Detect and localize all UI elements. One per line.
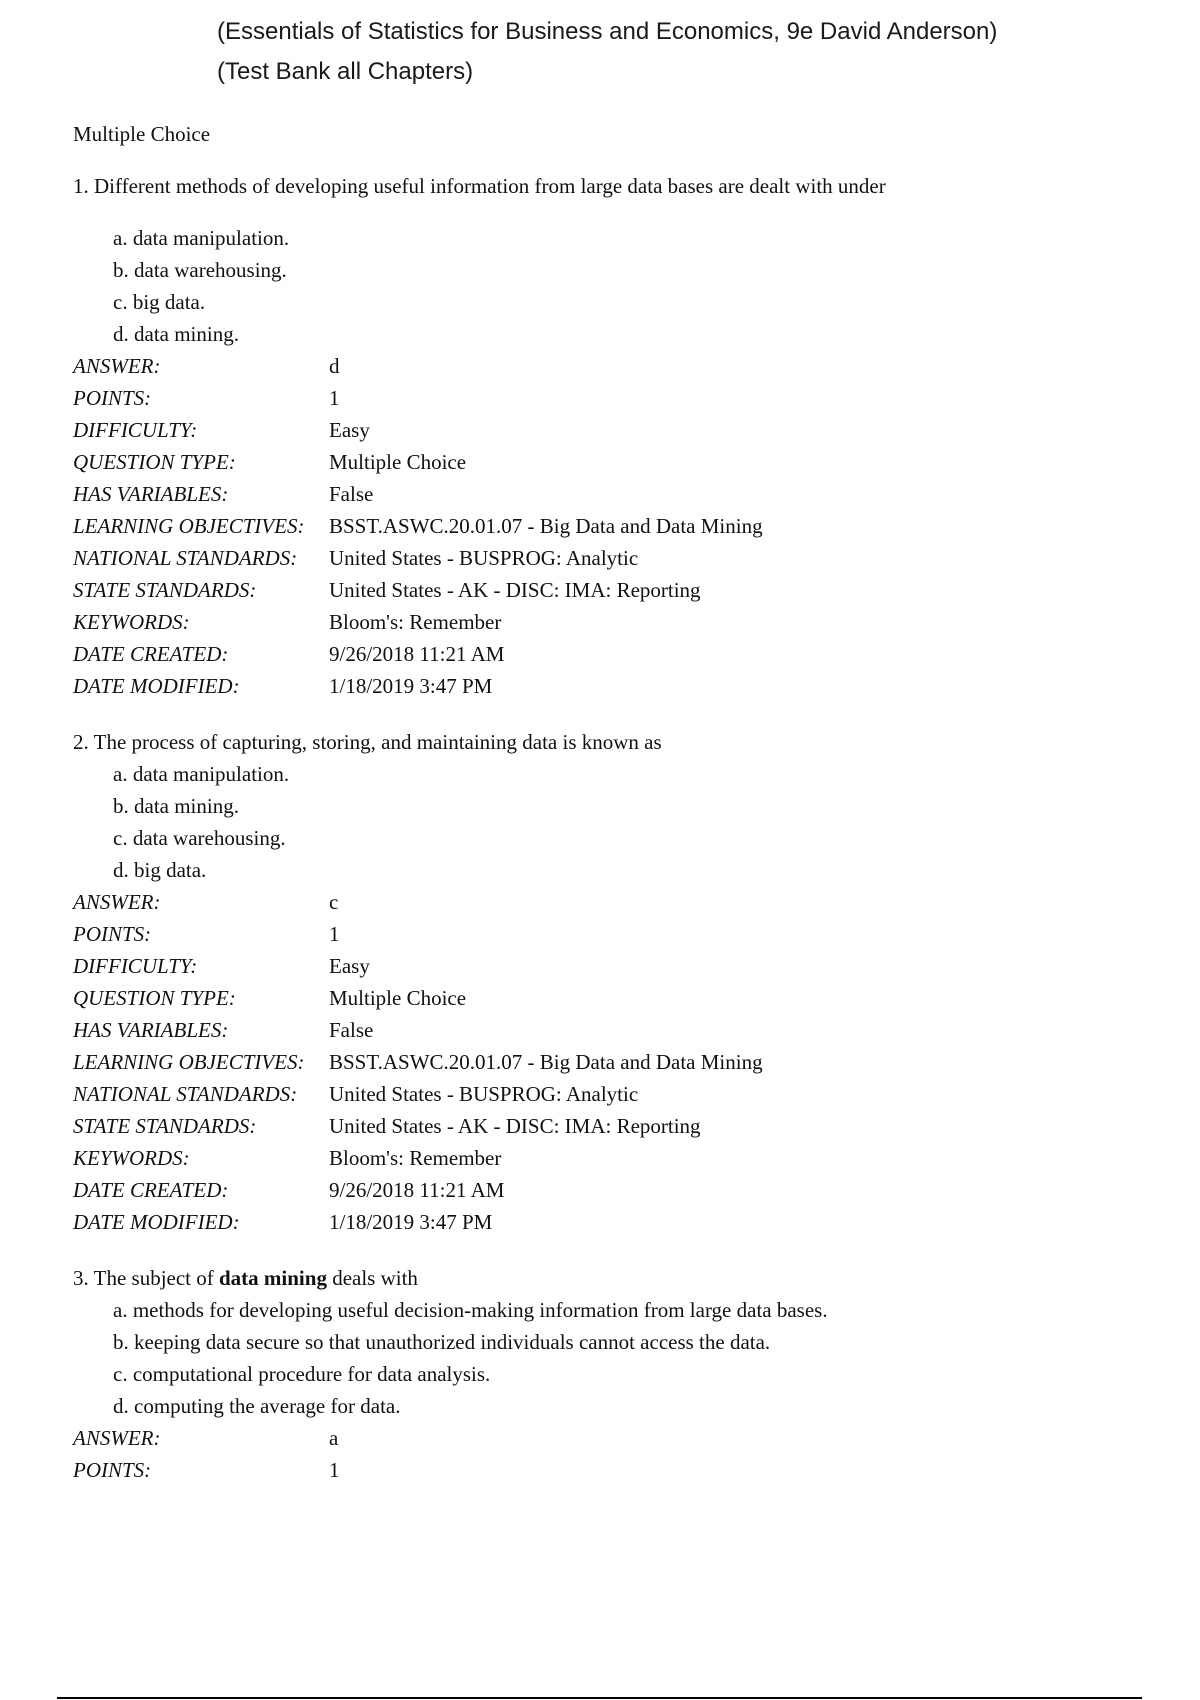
meta-label: LEARNING OBJECTIVES: [73,514,305,538]
option-c: c. data warehousing. [113,826,286,850]
meta-row-has-variables [73,478,1153,510]
meta-value: False [329,482,374,506]
option-b: b. data mining. [113,794,239,818]
meta-label: ANSWER: [73,1426,161,1450]
meta-label: QUESTION TYPE: [73,986,236,1010]
meta-label: DATE MODIFIED: [73,674,240,698]
question-stem: 1. Different methods of developing useful information from large data bases are dealt with under [73,174,886,198]
meta-row-keywords [73,1142,1153,1174]
option-a: a. data manipulation. [113,762,290,786]
meta-value: a [329,1426,339,1450]
meta-row-answer [73,1422,1153,1454]
option-d: d. big data. [113,858,207,882]
meta-row-national-standards [73,1078,1153,1110]
header-subtitle: (Test Bank all Chapters) [217,58,474,85]
question-stem: 2. The process of capturing, storing, and maintaining data is known as [73,730,662,754]
question-metadata [73,350,1153,702]
meta-row-answer [73,886,1153,918]
meta-row-state-standards [73,1110,1153,1142]
footer-divider [57,1697,1142,1699]
meta-label: ANSWER: [73,890,161,914]
option-b: b. data warehousing. [113,258,287,282]
meta-value: BSST.ASWC.20.01.07 - Big Data and Data Mining [329,1050,763,1074]
meta-row-learning-objectives [73,510,1153,542]
meta-value: d [329,354,340,378]
meta-value: 1 [329,386,340,410]
meta-label: DIFFICULTY: [73,954,198,978]
meta-value: United States - AK - DISC: IMA: Reporting [329,578,701,602]
meta-label: POINTS: [73,1458,152,1482]
meta-label: DATE CREATED: [73,1178,229,1202]
meta-value: Multiple Choice [329,450,467,474]
question-1 [73,170,1153,702]
meta-value: Multiple Choice [329,986,467,1010]
meta-value: 1 [329,1458,340,1482]
meta-value: Bloom's: Remember [329,610,502,634]
meta-value: Easy [329,954,370,978]
meta-value: United States - AK - DISC: IMA: Reporting [329,1114,701,1138]
option-list [73,758,1153,886]
option-a: a. data manipulation. [113,226,290,250]
meta-label: HAS VARIABLES: [73,482,229,506]
meta-row-points [73,382,1153,414]
meta-value: c [329,890,339,914]
meta-value: United States - BUSPROG: Analytic [329,546,639,570]
meta-label: NATIONAL STANDARDS: [73,1082,298,1106]
stem-bold-term: data mining [219,1266,327,1290]
meta-value: Easy [329,418,370,442]
meta-value: 9/26/2018 11:21 AM [329,642,505,666]
meta-row-difficulty [73,950,1153,982]
question-2 [73,726,1153,1238]
meta-value: 1/18/2019 3:47 PM [329,1210,493,1234]
meta-label: DATE CREATED: [73,642,229,666]
meta-label: POINTS: [73,922,152,946]
meta-row-date-modified [73,1206,1153,1238]
meta-row-points [73,1454,1153,1486]
meta-row-keywords [73,606,1153,638]
header-book-title: (Essentials of Statistics for Business and Economics, 9e David Anderson) [217,18,998,45]
option-list [73,222,1153,350]
question-metadata [73,1422,1153,1486]
meta-label: STATE STANDARDS: [73,578,257,602]
question-metadata [73,886,1153,1238]
meta-label: KEYWORDS: [73,1146,190,1170]
section-title: Multiple Choice [73,122,211,146]
meta-row-has-variables [73,1014,1153,1046]
meta-label: DIFFICULTY: [73,418,198,442]
meta-label: KEYWORDS: [73,610,190,634]
meta-row-date-modified [73,670,1153,702]
meta-row-date-created [73,1174,1153,1206]
meta-row-question-type [73,982,1153,1014]
option-d: d. computing the average for data. [113,1394,401,1418]
meta-row-answer [73,350,1153,382]
option-list [73,1294,1153,1422]
option-d: d. data mining. [113,322,239,346]
meta-row-state-standards [73,574,1153,606]
meta-label: POINTS: [73,386,152,410]
meta-value: False [329,1018,374,1042]
meta-value: United States - BUSPROG: Analytic [329,1082,639,1106]
option-a: a. methods for developing useful decision-making information from large data bases. [113,1298,828,1322]
stem-prefix: 3. The subject of [73,1266,219,1290]
meta-value: Bloom's: Remember [329,1146,502,1170]
option-b: b. keeping data secure so that unauthorized individuals cannot access the data. [113,1330,771,1354]
meta-label: HAS VARIABLES: [73,1018,229,1042]
question-3 [73,1262,1153,1486]
meta-value: 1/18/2019 3:47 PM [329,674,493,698]
option-c: c. big data. [113,290,206,314]
meta-value: 9/26/2018 11:21 AM [329,1178,505,1202]
meta-label: ANSWER: [73,354,161,378]
meta-row-question-type [73,446,1153,478]
meta-label: QUESTION TYPE: [73,450,236,474]
meta-row-learning-objectives [73,1046,1153,1078]
meta-label: NATIONAL STANDARDS: [73,546,298,570]
meta-label: LEARNING OBJECTIVES: [73,1050,305,1074]
meta-label: STATE STANDARDS: [73,1114,257,1138]
meta-row-points [73,918,1153,950]
meta-value: BSST.ASWC.20.01.07 - Big Data and Data Mining [329,514,763,538]
meta-value: 1 [329,922,340,946]
meta-row-difficulty [73,414,1153,446]
document-header [217,12,997,92]
question-stem [73,1262,1153,1294]
option-c: c. computational procedure for data analysis. [113,1362,491,1386]
stem-suffix: deals with [326,1266,418,1290]
meta-row-date-created [73,638,1153,670]
meta-label: DATE MODIFIED: [73,1210,240,1234]
document-body [73,118,1153,1510]
meta-row-national-standards [73,542,1153,574]
